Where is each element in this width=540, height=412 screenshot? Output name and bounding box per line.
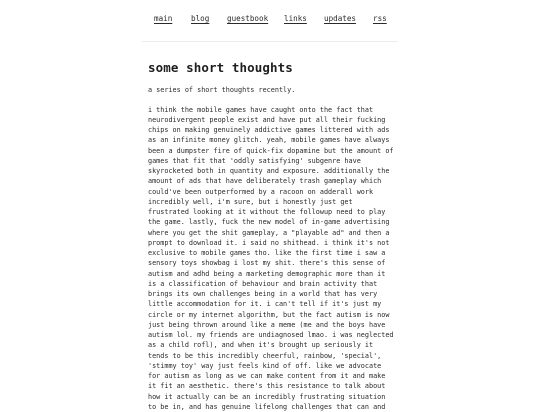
- post-body-line: the game. lastly, fuck the new model of in-game advertising: [148, 217, 398, 227]
- post-body-line: could've been outperformed by a racoon on adderall work: [148, 187, 398, 197]
- post-body-line: exclusive to mobile games tho. like the first time i saw a: [148, 248, 398, 258]
- post-body-line: neurodivergent people exist and have put all their fucking: [148, 115, 398, 125]
- post-body-line: how it actually can be an incredibly frustrating situation: [148, 392, 398, 402]
- post-body-line: where you get the shit gameplay, a "playable ad" and then a: [148, 228, 398, 238]
- post-body-line: tends to be this incredibly cheerful, rainbow, 'special',: [148, 351, 398, 361]
- top-nav: [142, 14, 398, 26]
- nav-link-blog[interactable]: blog: [191, 14, 209, 23]
- post-body-line: little accommodation for it. i can't tell if it's just my: [148, 299, 398, 309]
- post-body-line: sensory toys showbag i lost my shit. there's this sense of: [148, 258, 398, 268]
- nav-link-updates[interactable]: updates: [324, 14, 356, 23]
- post-body-line: chips on making genuinely addictive games littered with ads: [148, 125, 398, 135]
- post-title: some short thoughts: [148, 60, 293, 75]
- nav-link-guestbook[interactable]: guestbook: [227, 14, 268, 23]
- post-body-line: autism lol. my friends are undiagnosed lmao. i was neglected: [148, 330, 398, 340]
- nav-link-rss[interactable]: rss: [373, 14, 387, 23]
- post-body-line: it fit an aesthetic. there's this resistance to talk about: [148, 381, 398, 391]
- post-body-line: skyrocketed both in quantity and exposure. additionally the: [148, 166, 398, 176]
- post-body-line: prompt to download it. i said no shithead. i think it's not: [148, 238, 398, 248]
- post-body-line: autism and adhd being a marketing demographic more than it: [148, 269, 398, 279]
- post-body-line: just being thrown around like a meme (me and the boys have: [148, 320, 398, 330]
- post-body-line: circle or my internet algorithm, but the fact autism is now: [148, 310, 398, 320]
- post-body-line: i think the mobile games have caught onto the fact that: [148, 105, 398, 115]
- post-body-line: is a classification of behaviour and brain activity that: [148, 279, 398, 289]
- post-intro: a series of short thoughts recently.: [148, 86, 295, 94]
- post-body-line: to be in, and has genuine lifelong challenges that can and: [148, 402, 398, 412]
- post-body-line: 'stimmy toy' way just feels kind of off. like we advocate: [148, 361, 398, 371]
- post-body-line: games that fit that 'oddly satisfying' subgenre have: [148, 156, 398, 166]
- post-body-line: brings its own challenges being in a world that has very: [148, 289, 398, 299]
- header-divider: [142, 41, 398, 42]
- nav-link-links[interactable]: links: [284, 14, 307, 23]
- nav-link-main[interactable]: main: [154, 14, 172, 23]
- post-body-line: amount of ads that have deliberately trash gameplay which: [148, 176, 398, 186]
- post-body-line: as a child rofl), and when it's brought up seriously it: [148, 340, 398, 350]
- post-body-line: been a dumpster fire of quick-fix dopamine but the amount of: [148, 146, 398, 156]
- post-body: [148, 105, 398, 412]
- post-body-line: as an infinite money glitch. yeah, mobile games have always: [148, 135, 398, 145]
- post-body-line: frustrated looking at it without the followup need to play: [148, 207, 398, 217]
- post-body-line: for autism as long as we can make content from it and make: [148, 371, 398, 381]
- post-body-line: incredibly well, i'm sure, but i honestly just get: [148, 197, 398, 207]
